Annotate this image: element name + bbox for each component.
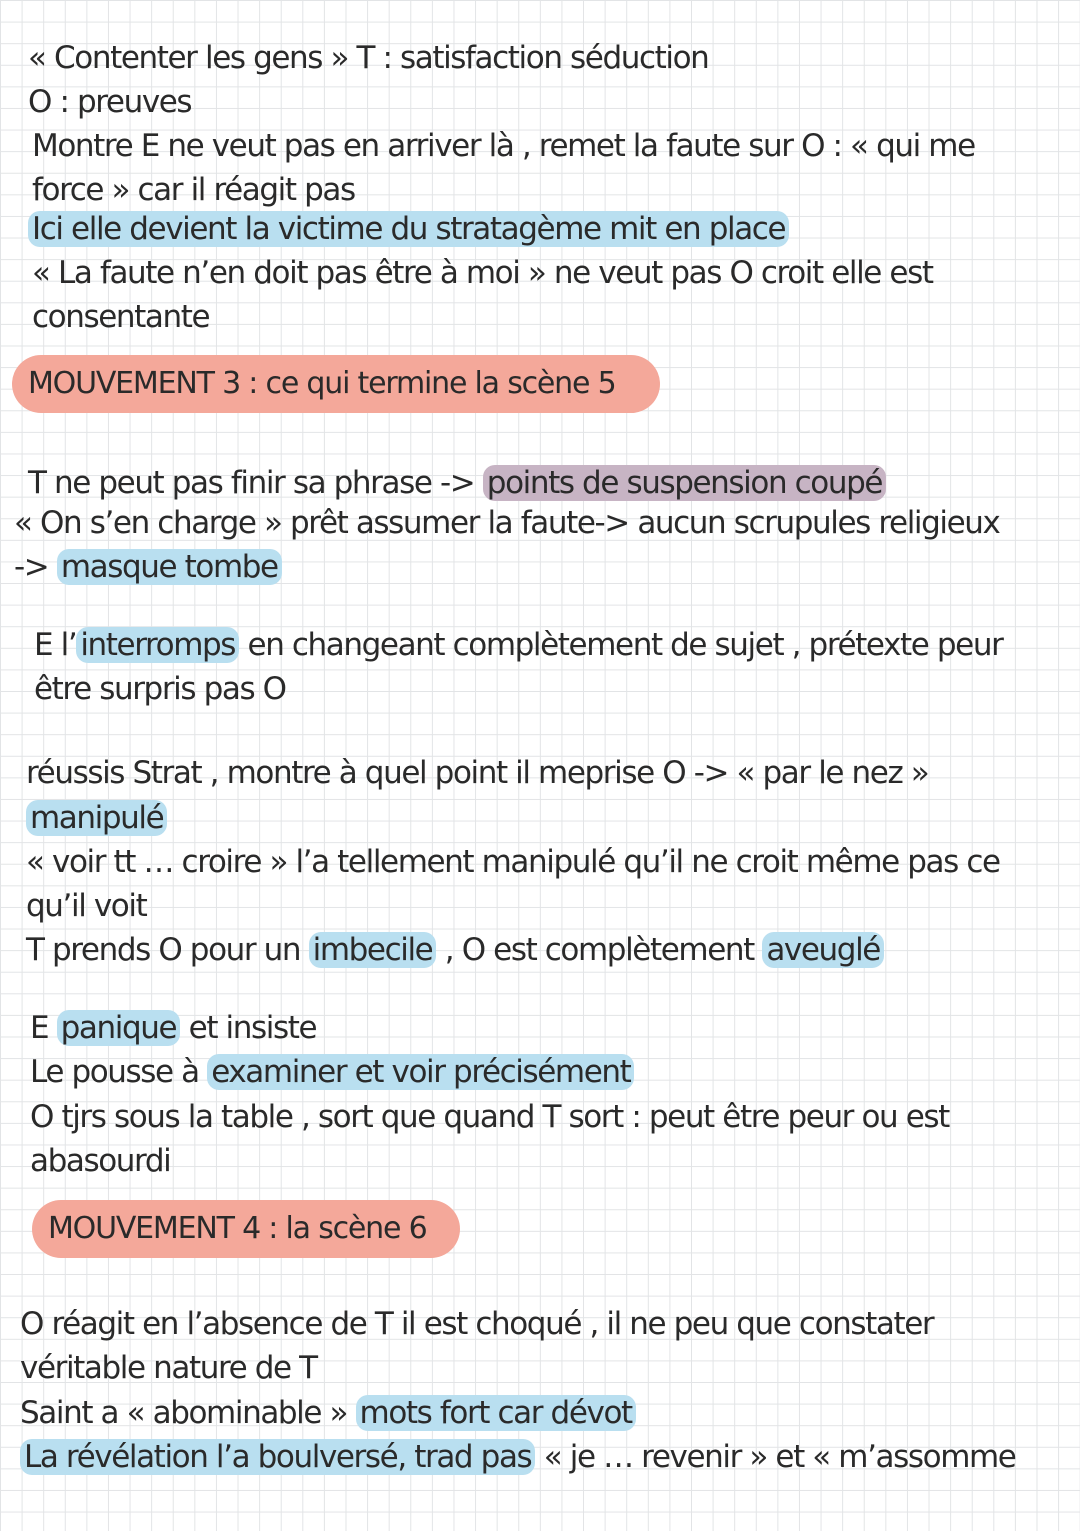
note-text: « voir tt … croire » l’a tellement manipulé qu’il ne croit même pas ce [26,844,1000,880]
note-line [30,1008,316,1048]
note-line [26,930,884,970]
note-line [34,625,1002,665]
note-text: , O est complètement [436,932,763,968]
note-text: E [30,1010,57,1046]
note-text: « La faute n’en doit pas être à moi » ne veut pas O croit elle est [32,255,933,291]
note-line [32,253,933,293]
note-text: Montre E ne veut pas en arriver là , remet la faute sur O : « qui me [32,128,975,164]
note-line [30,1141,170,1181]
note-text: Le pousse à [30,1054,208,1090]
note-line [28,82,191,122]
note-text: Saint a « abominable » [20,1395,356,1431]
note-text: « je … revenir » et « m’assomme [535,1439,1016,1475]
note-line [28,38,708,78]
highlighted-text: examiner et voir précisément [207,1054,634,1090]
note-text: « On s’en charge » prêt assumer la faute-> aucun scrupules religieux [14,505,1000,541]
note-text: abasourdi [30,1143,171,1179]
note-line [32,297,209,337]
highlighted-text: La révélation l’a boulversé, trad pas [20,1439,535,1475]
note-text: réussis Strat , montre à quel point il meprise O -> « par le nez » [26,755,929,791]
note-line [34,669,286,709]
note-line [30,1097,949,1137]
note-line [20,1393,636,1433]
note-text: O : preuves [28,84,192,120]
note-line [14,547,282,587]
heading-text: MOUVEMENT 4 : la scène 6 [48,1211,427,1246]
note-text: consentante [32,299,210,335]
note-line [30,1052,634,1092]
highlighted-text: masque tombe [57,549,282,585]
note-line [14,503,999,543]
heading-text: MOUVEMENT 3 : ce qui termine la scène 5 [28,366,616,401]
note-text: -> [14,549,57,585]
section-heading-mouvement-4 [32,1200,460,1258]
note-text: force » car il réagit pas [32,172,355,208]
note-text: E l’ [34,627,77,663]
note-text: T prends O pour un [26,932,309,968]
note-text: O réagit en l’absence de T il est choqué , il ne peu que constater [20,1306,934,1342]
note-line [20,1304,933,1344]
note-line [26,753,928,793]
note-text: et insiste [180,1010,317,1046]
note-line [26,798,167,838]
note-line [32,126,975,166]
note-line [20,1348,317,1388]
note-line [26,842,1000,882]
note-text: en changeant complètement de sujet , prétexte peur [239,627,1003,663]
note-text: véritable nature de T [20,1350,317,1386]
note-line [28,463,886,503]
note-line [26,886,146,926]
highlighted-text: mots fort car dévot [356,1395,636,1431]
note-line [32,170,355,210]
note-text: qu’il voit [26,888,147,924]
highlighted-text: points de suspension coupé [483,465,886,501]
note-line [28,209,789,249]
section-heading-mouvement-3 [12,355,660,413]
highlighted-text: Ici elle devient la victime du stratagème mit en place [28,211,789,247]
note-line [20,1437,1015,1477]
highlighted-text: panique [57,1010,181,1046]
highlighted-text: interromps [76,627,239,663]
note-text: être surpris pas O [34,671,286,707]
highlighted-text: aveuglé [762,932,884,968]
highlighted-text: manipulé [26,800,167,836]
note-text: O tjrs sous la table , sort que quand T sort : peut être peur ou est [30,1099,949,1135]
highlighted-text: imbecile [309,932,437,968]
note-text: T ne peut pas finir sa phrase -> [28,465,483,501]
note-text: « Contenter les gens » T : satisfaction séduction [28,40,709,76]
